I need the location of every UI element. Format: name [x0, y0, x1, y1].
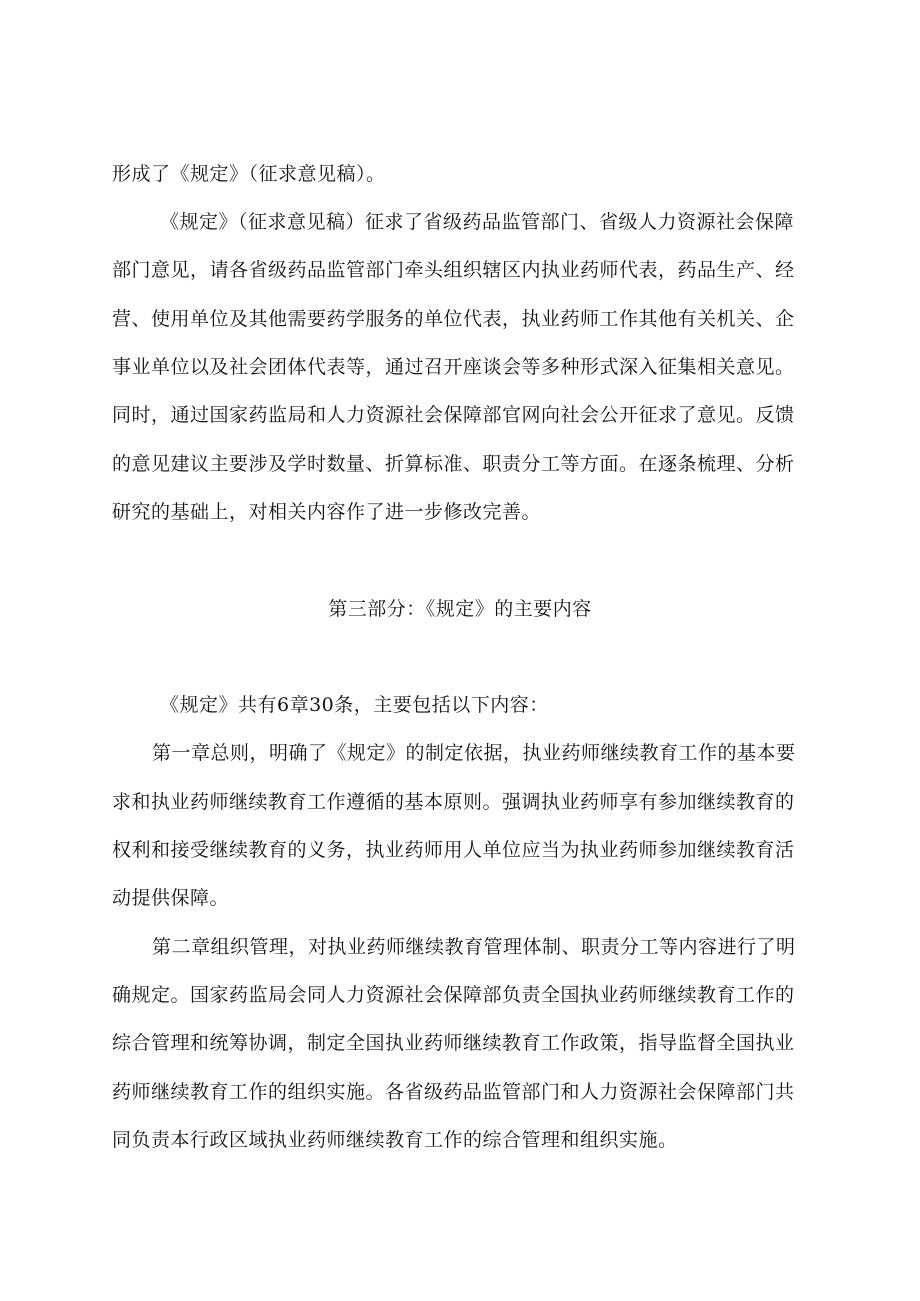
- text-line: 同负责本行政区域执业药师继续教育工作的综合管理和组织实施。: [112, 1129, 678, 1151]
- text-line: 第二章组织管理，对执业药师继续教育管理体制、职责分工等内容进行了明: [152, 936, 796, 958]
- text-line: 部门意见，请各省级药品监管部门牵头组织辖区内执业药师代表，药品生产、经: [112, 259, 795, 281]
- text-line: 《规定》（征求意见稿）征求了省级药品监管部门、省级人力资源社会保障: [160, 211, 795, 233]
- text-line: 同时，通过国家药监局和人力资源社会保障部官网向社会公开征求了意见。反馈: [112, 404, 795, 426]
- text-line: 第一章总则，明确了《规定》的制定依据，执业药师继续教育工作的基本要: [152, 742, 796, 764]
- text-line: 研究的基础上，对相关内容作了进一步修改完善。: [112, 501, 542, 523]
- text-line: 事业单位以及社会团体代表等，通过召开座谈会等多种形式深入征集相关意见。: [112, 356, 795, 378]
- text-line: 的意见建议主要涉及学时数量、折算标准、职责分工等方面。在逐条梳理、分析: [112, 453, 795, 475]
- text-line: 求和执业药师继续教育工作遵循的基本原则。强调执业药师享有参加继续教育的: [112, 791, 795, 813]
- text-line: 《规定》共有6章30条，主要包括以下内容：: [160, 694, 549, 716]
- text-line: 确规定。国家药监局会同人力资源社会保障部负责全国执业药师继续教育工作的: [112, 984, 795, 1006]
- section-heading: 第三部分：《规定》的主要内容: [328, 598, 592, 620]
- text-line: 形成了《规定》（征求意见稿）。: [112, 163, 386, 185]
- text-line: 权利和接受继续教育的义务，执业药师用人单位应当为执业药师参加继续教育活: [112, 839, 795, 861]
- text-line: 药师继续教育工作的组织实施。各省级药品监管部门和人力资源社会保障部门共: [112, 1081, 795, 1103]
- text-line: 综合管理和统筹协调，制定全国执业药师继续教育工作政策，指导监督全国执业: [112, 1032, 795, 1054]
- text-line: 动提供保障。: [112, 887, 230, 909]
- text-line: 营、使用单位及其他需要药学服务的单位代表，执业药师工作其他有关机关、企: [112, 308, 795, 330]
